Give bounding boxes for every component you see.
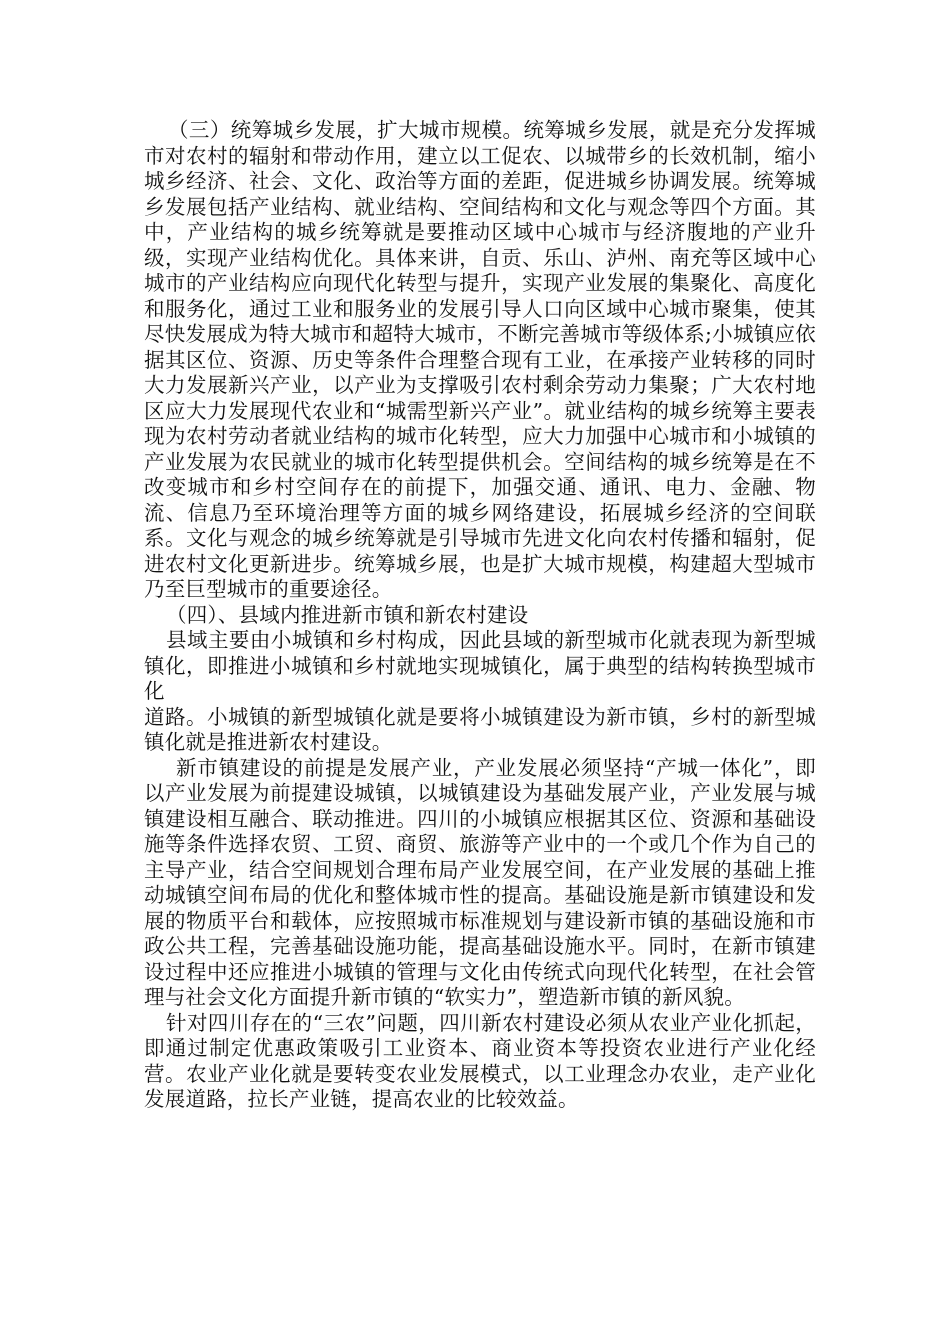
paragraph-new-countryside-construction: 针对四川存在的“三农”问题，四川新农村建设必须从农业产业化抓起，即通过制定优惠政策吸引工业资本、商业资本等投资农业进行产业化经营。农业产业化就是要转变农业发展模式，以工业理念办农业，走产业化发展道路，拉长产业链，提高农业的比较效益。 [144,1010,816,1111]
paragraph-county-urbanization: 县域主要由小城镇和乡村构成，因此县域的新型城市化就表现为新型城镇化，即推进小城镇和乡村就地实现城镇化，属于典型的结构转换型城市化 [144,628,816,703]
paragraph-county-urbanization-continued: 道路。小城镇的新型城镇化就是要将小城镇建设为新市镇，乡村的新型城镇化就是推进新农村建设。 [144,704,816,754]
paragraph-new-town-construction: 新市镇建设的前提是发展产业，产业发展必须坚持“产城一体化”，即以产业发展为前提建设城镇，以城镇建设为基础发展产业，产业发展与城镇建设相互融合、联动推进。四川的小城镇应根据其区位、资源和基础设施等条件选择农贸、工贸、商贸、旅游等产业中的一个或几个作为自己的主导产业，结合空间规划合理布局产业发展空间，在产业发展的基础上推动城镇空间布局的优化和整体城市性的提高。基础设施是新市镇建设和发展的物质平台和载体，应按照城市标准规划与建设新市镇的基础设施和市政公共工程，完善基础设施功能，提高基础设施水平。同时，在新市镇建设过程中还应推进小城镇的管理与文化由传统式向现代化转型，在社会管理与社会文化方面提升新市镇的“软实力”，塑造新市镇的新风貌。 [144,755,816,1009]
section-heading-county-development: （四）、县域内推进新市镇和新农村建设 [166,602,529,627]
document-body [144,118,816,1113]
paragraph-urban-rural-integration: （三）统筹城乡发展，扩大城市规模。统筹城乡发展，就是充分发挥城市对农村的辐射和带动作用，建立以工促农、以城带乡的长效机制，缩小城乡经济、社会、文化、政治等方面的差距，促进城乡协调发展。统筹城乡发展包括产业结构、就业结构、空间结构和文化与观念等四个方面。其中，产业结构的城乡统筹就是要推动区域中心城市与经济腹地的产业升级，实现产业结构优化。具体来讲，自贡、乐山、泸州、南充等区域中心城市的产业结构应向现代化转型与提升，实现产业发展的集聚化、高度化和服务化，通过工业和服务业的发展引导人口向区域中心城市聚集，使其尽快发展成为特大城市和超特大城市，不断完善城市等级体系;小城镇应依据其区位、资源、历史等条件合理整合现有工业，在承接产业转移的同时大力发展新兴产业，以产业为支撑吸引农村剩余劳动力集聚；广大农村地区应大力发展现代农业和“城需型新兴产业”。就业结构的城乡统筹主要表现为农村劳动者就业结构的城市化转型，应大力加强中心城市和小城镇的产业发展为农民就业的城市化转型提供机会。空间结构的城乡统筹是在不改变城市和乡村空间存在的前提下，加强交通、通讯、电力、金融、物流、信息乃至环境治理等方面的城乡网络建设，拓展城乡经济的空间联系。文化与观念的城乡统筹就是引导城市先进文化向农村传播和辐射，促进农村文化更新进步。统筹城乡展，也是扩大城市规模，构建超大型城市乃至巨型城市的重要途径。 [144,118,816,601]
